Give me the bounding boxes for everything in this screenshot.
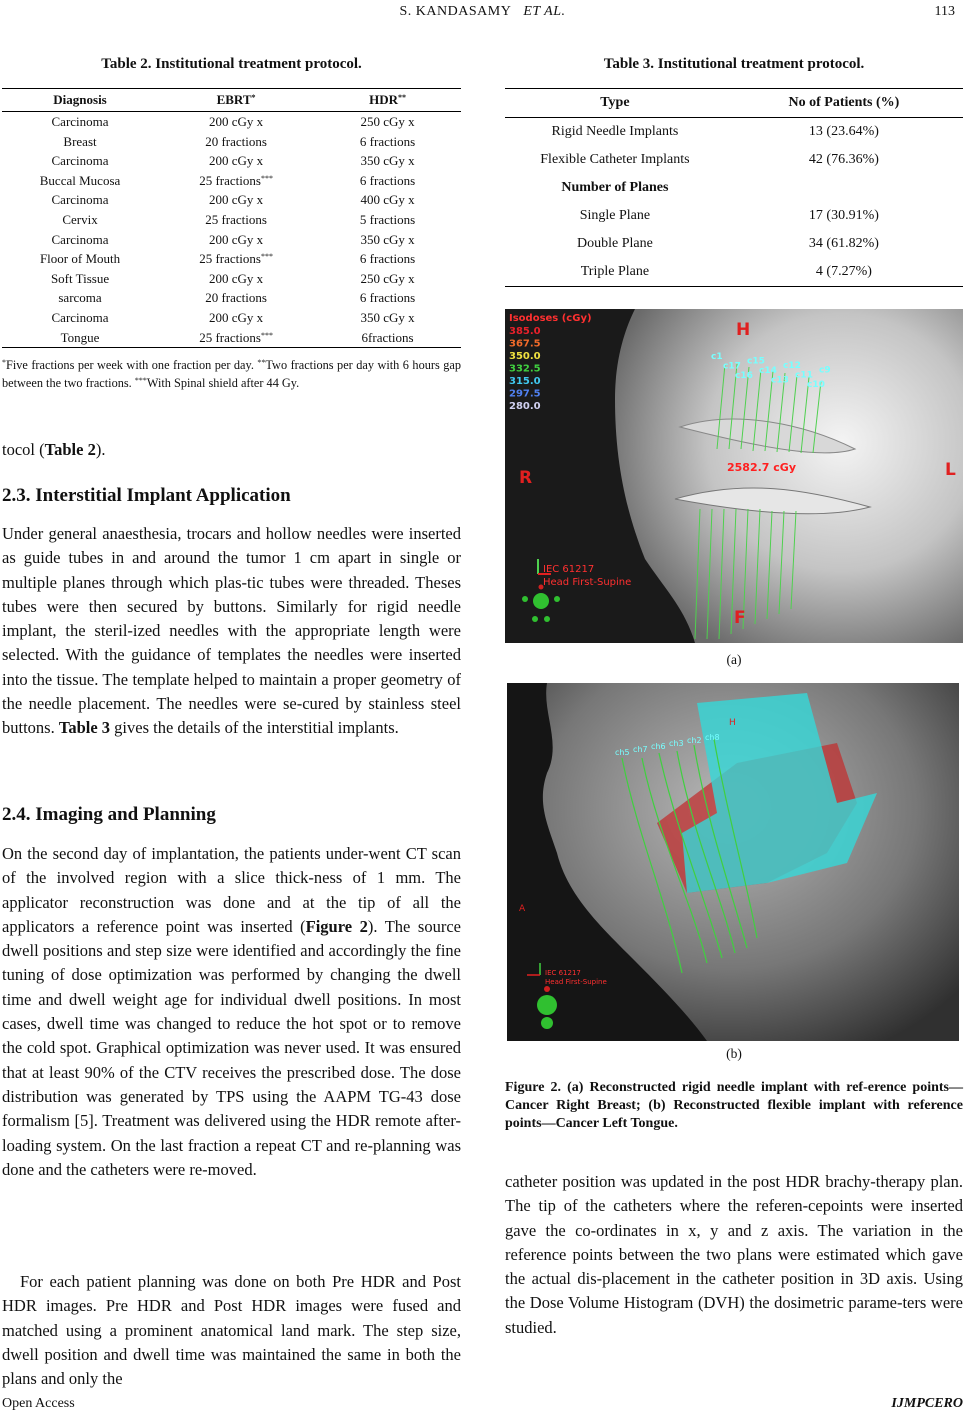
footer-open-access: Open Access [2,1396,75,1411]
table3-block [505,56,963,287]
channel-label: c13 [771,375,789,386]
isodose-level: 297.5 [509,388,541,400]
running-header [0,4,965,20]
table2-row [2,112,461,152]
table3-cell-type: Number of Planes [561,180,669,195]
section-2-3-paragraph: Under general anaesthesia, trocars and hollow needles were inserted as guide tubes in and around the tumor 1 cm apart in single or multiple planes through which plas-tic tubes were threaded. Theses tubes were then secured by buttons. Similarly for rigid needle implant, the steril-ized needles with the appropriate length were selected. With the guidance of templates the needles were inserted into the tissue. The template helped to maintain a proper geometry of the needle placement. The needles were se-cured by stainless steel buttons. Table 3 gives the details of the interstitial implants. [2,524,461,738]
channel-label: c10 [807,380,825,390]
table2-cell-ebrt: 200 cGy x 20 fractions [205,114,267,149]
table2-ref: Table 2 [44,440,96,459]
orientation-b-1: IEC 61217 [545,969,581,977]
table3-ref: Table 3 [58,718,111,738]
table2-cell-ebrt: 200 cGy x 25 fractions [205,192,267,227]
table2-cell-diagnosis: Carcinoma Breast [51,114,109,149]
figure-2-caption: Figure 2. (a) Reconstructed rigid needle implant with ref-erence points—Cancer Right Breast; (b) Reconstructed flexible implant with reference points—Cancer Left Tongue. [505,1080,963,1131]
figure-2b-label: (b) [726,1046,742,1061]
isodose-level: 280.0 [509,401,541,412]
figure-2a [505,309,963,643]
table2-cell-diagnosis: Carcinoma Buccal Mucosa [39,153,121,188]
table3-cell-patients: 4 (7.27%) [725,258,963,287]
figure-2a-render [505,309,963,643]
direction-f-a: F [734,608,746,628]
table3-cell-patients: 17 (30.91%) [808,208,879,223]
header-et-al: ET AL. [523,4,566,19]
table2-caption: Table 2. Institutional treatment protocol. [101,56,362,72]
table2-header-ebrt: EBRT* [158,89,314,112]
planning-paragraph: For each patient planning was done on both Pre HDR and Post HDR images. Pre HDR and Post HDR images were fused and matched using a prominent anatomical land mark. The step size, dwell position and dwell time was maintained the same in both the plans and only the [2,1272,461,1389]
orientation-b-2: Head First-Supine [545,978,607,986]
table2-block [2,56,461,392]
direction-h-b: H [729,718,736,728]
isodose-level: 350.0 [509,351,541,362]
direction-l-a: L [945,460,956,480]
isodose-level: 315.0 [509,376,541,387]
channel-label: ch6 [651,742,666,751]
table2-cell-ebrt: 200 cGy x 25 fractions*** [158,308,314,348]
table3-cell-patients: 34 (61.82%) [808,236,879,251]
page-number: 113 [934,4,955,19]
table2 [2,88,461,348]
table2-header-hdr: HDR** [314,89,461,112]
section-2-3-heading: 2.3. Interstitial Implant Application [2,485,291,506]
channel-label: c9 [819,365,831,376]
direction-r-a: R [519,468,533,488]
table3-header-type: Type [505,89,725,118]
table3-cell-patients [725,174,963,202]
section-2-4-paragraph: On the second day of implantation, the patients under-went CT scan of the involved region with a slice thick-ness of 1 mm. The applicator reconstruction was done and at the tip of all the applicators a reference point was inserted (Figure 2). The source dwell positions and step size were identified and accordingly the fine tuning of dose optimization was performed by changing the dwell time and dwell weight age for individual dwell positions. In most cases, dwell time was changed to reduce the hot spot or to remove the cold spot. Graphical optimization was never used. It was ensured that at least 90% of the CTV receives the prescribed dose. The dose distribution was generated by TPS using the AAPM TG-43 dose formalism [5]. Treatment was delivered using the HDR remote after-loading system. On the last fraction a repeat CT and re-planning was done and the catheters were re-moved. [2,844,461,1179]
figure-2b-render [507,683,959,1041]
channel-label: ch8 [705,733,720,742]
table3-row [505,230,963,258]
table2-cell-diagnosis: Carcinoma Cervix [51,192,109,227]
table2-row [2,190,461,229]
channel-label: c1 [711,352,723,362]
table3-caption: Table 3. Institutional treatment protocol. [603,56,865,72]
table2-cell-ebrt: 200 cGy x 25 fractions*** [199,153,273,188]
table3-cell-patients: 42 (76.36%) [808,152,879,167]
channel-label: c11 [795,370,813,381]
direction-h-a: H [736,320,751,340]
table3-cell-type: Flexible Catheter Implants [540,152,690,167]
table2-header-diagnosis: Diagnosis [2,89,158,112]
table3-cell-type: Double Plane [577,236,653,251]
table3-row [505,118,963,147]
table2-cell-ebrt: 200 cGy x 20 fractions [205,270,267,306]
right-column-paragraph: catheter position was updated in the post HDR brachy-therapy plan. The tip of the catheters where the referen-cepoints were inserted gave the co-ordinates in x, y and z axis. The variation in the reference points between the two plans were estimated which gave the actual dis-placement in the catheter position in 3D axis. Using the Dose Volume Histogram (DVH) the dosimetric parame-ters were studied. [505,1172,963,1337]
isodose-level: 385.0 [509,326,541,337]
figure-2b [507,683,959,1041]
channel-label: c17 [723,361,741,372]
table2-cell-diagnosis: Carcinoma Floor of Mouth [39,231,121,267]
table2-cell-hdr: 350 cGy x 6 fractions [359,231,416,267]
table3-cell-patients: 13 (23.64%) [808,124,879,139]
channel-label: c16 [735,371,753,381]
section-2-4-heading: 2.4. Imaging and Planning [2,804,216,825]
channel-label: ch2 [687,736,702,745]
figure-2a-label: (a) [726,652,742,667]
channel-label: ch3 [669,739,684,748]
direction-a-b: A [519,904,526,914]
orientation-a-1: IEC 61217 [543,564,595,575]
channel-label: c12 [783,361,801,371]
table2-cell-ebrt: 200 cGy x 25 fractions*** [199,231,273,267]
table2-cell-hdr: 250 cGy x 6 fractions [359,114,416,149]
table2-cell-diagnosis: Soft Tissue sarcoma [50,270,110,306]
channel-label: ch5 [615,748,630,757]
table2-cell-hdr: 350 cGy x 6fractions [314,308,461,348]
table2-footnote: *Five fractions per week with one fraction per day. **Two fractions per day with 6 hours gap between the two fractions. ***With Spinal shield after 44 Gy. [2,358,461,391]
table2-cell-diagnosis: Carcinoma Tongue [2,308,158,348]
table2-cell-hdr: 350 cGy x 6 fractions [359,153,416,188]
isodose-legend-title: Isodoses (cGy) [509,313,592,324]
footer-journal: IJMPCERO [891,1396,963,1411]
table3-row [505,258,963,287]
table3-header-patients: No of Patients (%) [725,89,963,118]
table2-row [2,230,461,269]
figure2-ref: Figure 2 [305,916,368,936]
channel-label: c15 [747,356,765,367]
intro-line: tocol (Table 2). [2,440,106,459]
table3-row [505,202,963,230]
isodose-level: 332.5 [509,363,541,375]
channel-label: c14 [759,366,777,376]
header-author: S. KANDASAMY [399,4,512,19]
table3-cell-type: Rigid Needle Implants [551,124,679,139]
dose-label: 2582.7 cGy [727,461,796,474]
table3-row [505,146,963,174]
isodose-level: 367.5 [509,338,541,350]
table3 [505,88,963,287]
table2-row [2,151,461,190]
channel-label: ch7 [633,745,648,754]
table3-cell-type: Triple Plane [505,258,725,287]
table2-row [2,269,461,308]
table3-cell-type: Single Plane [579,208,651,223]
table2-cell-hdr: 400 cGy x 5 fractions [359,192,416,227]
table3-row [505,174,963,202]
table2-row [2,308,461,348]
orientation-a-2: Head First-Supine [543,577,632,588]
table2-cell-hdr: 250 cGy x 6 fractions [359,270,416,306]
